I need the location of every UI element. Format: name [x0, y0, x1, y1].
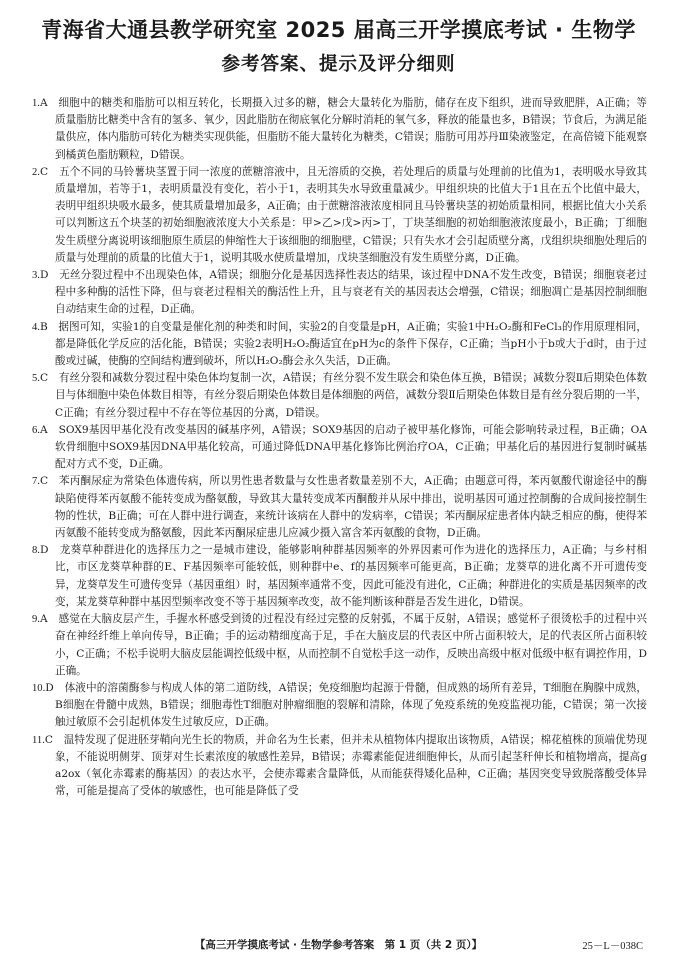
answer-text: A 细胞中的糖类和脂肪可以相互转化，长期摄入过多的糖，糖会大量转化为脂肪，储存在皮下组织，进而导致肥胖，A正确；等质量脂肪比糖类中含有的氢多、氧少，因此脂肪在彻底氧化分解时消耗的氧气多，释放的能量也多，B错误；节食后，为满足能量供应，体内脂肪可转化为糖类实现供能，但脂肪不能大量转化为糖类，C错误；脂肪可用苏丹Ⅲ染液鉴定，在高倍镜下能观察到橘黄色脂肪颗粒，D错误。: [39, 97, 647, 161]
answer-number: 7.: [32, 476, 40, 488]
answer-number: 5.: [32, 373, 40, 385]
answer-number: 6.: [32, 424, 40, 436]
answer-text: C 五个不同的马铃薯块茎置于同一浓度的蔗糖溶液中，且无溶质的交换，若处理后的质量与处理前的比值为1，表明吸水导致其质量增加，若等于1，表明质量没有变化，若小于1，表明其失水导致重量减少。甲组织块的比值大于1且在五个比值中最大，表明甲组织块吸水最多，使其质量增加最多，A正确；由于蔗糖溶液浓度相同且马铃薯块茎的初始质量相同，根据比值大小关系可以判断这五个块茎的初始细胞液浓度大小关系是：甲>乙>戊>丙>丁，丁块茎细胞的初始细胞液浓度最小，B正确；丁细胞发生质壁分离说明该细胞原生质层的伸缩性大于该细胞的细胞壁，C错误；只有失水才会引起质壁分离，戊组织块细胞处理后的质量与处理前的质量的比值大于1，说明其吸水使质量增加，戊块茎细胞没有发生质壁分离，D正确。: [39, 165, 647, 264]
answer-text: A 感觉在大脑皮层产生，手握水杯感受到烫的过程没有经过完整的反射弧，不属于反射，A错误；感觉杯子很烫松手的过程中兴奋在神经纤维上单向传导，B正确；手的运动精细度高于足，手在大脑皮层的代表区中所占面积较大，足的代表区所占面积较小，C正确；不松手说明大脑皮层能调控低级中枢，从而控制不自觉松手这一动作，反映出高级中枢对低级中枢有调控作用，D正确。: [39, 613, 647, 677]
answer-item: [32, 473, 647, 542]
footer-doc-code: 25－L－038C: [582, 941, 643, 952]
page-subtitle: 参考答案、提示及评分细则: [221, 54, 456, 75]
answer-text: C 苯丙酮尿症为常染色体遗传病，所以男性患者数量与女性患者数量差别不大，A正确；由题意可得，苯丙氨酸代谢途径中的酶缺陷使得苯丙氨酸不能转变成为酪氨酸，导致其大量转变成苯丙酮酸并从尿中排出，说明基因可通过控制酶的合成间接控制生物的性状，B正确；可在人群中进行调查，来统计该病在人群中的发病率，C错误；苯丙酮尿症患者体内缺乏相应的酶，使得苯丙氨酸不能转变成为酪氨酸，因此苯丙酮尿症患儿应减少摄入富含苯丙氨酸的食物，D正确。: [39, 475, 647, 540]
answer-item: [32, 370, 647, 422]
answer-number: 8.: [32, 545, 40, 557]
answer-item: [32, 680, 647, 732]
answer-number: 9.: [32, 614, 40, 626]
answer-text: C 有丝分裂和减数分裂过程中染色体均复制一次，A错误；有丝分裂不发生联会和染色体互换，B错误；减数分裂Ⅱ后期染色体数目与体细胞中染色体数目相等，有丝分裂后期染色体数目是体细胞的两倍，减数分裂Ⅱ后期染色体数目是有丝分裂后期的一半，C正确；有丝分裂过程中不存在等位基因的分离，D错误。: [39, 372, 647, 419]
answer-item: [32, 542, 647, 611]
answer-number: 4.: [32, 321, 40, 333]
answer-item: [32, 732, 647, 801]
answer-text: A SOX9基因甲基化没有改变基因的碱基序列，A错误；SOX9基因的启动子被甲基化修饰，可能会影响转录过程，B正确；OA软骨细胞中SOX9基因DNA甲基化较高，可通过降低DNA甲基化修饰比例治疗OA，C正确；甲基化后的基因进行复制时碱基配对方式不变，D正确。: [39, 423, 647, 471]
page-footer: [0, 937, 677, 955]
answer-item: [32, 164, 647, 267]
answer-text: C 温特发现了促进胚芽鞘向光生长的物质，并命名为生长素，但并未从植物体内提取出该物质，A错误；棉花植株的顶端优势现象，不能说明侧芽、顶芽对生长素浓度的敏感性差异，B错误；赤霉素能促进细胞伸长，从而引起茎秆伸长和植物增高，提高ga2ox（氧化赤霉素的酶基因）的表达水平，会使赤霉素含量降低，从而能获得矮化品种，C正确；基因突变导致脱落酸受体异常，可能是提高了受体的敏感性，也可能是降低了受: [44, 733, 647, 798]
footer-page-info: 【高三开学摸底考试 · 生物学参考答案 第 1 页（共 2 页）】: [194, 939, 483, 951]
answer-text: D 龙葵草种群进化的选择压力之一是城市建设，能够影响种群基因频率的外界因素可作为进化的选择压力，A正确；与乡村相比，市区龙葵草种群的E、F基因频率可能较低，则种群中e、f的基因频率可能更高，B正确；龙葵草的进化离不开可遗传变异，龙葵草发生可遗传变异（基因重组）时，基因频率通常不变，因此可能没有进化，C正确；种群进化的实质是基因频率的改变，某龙葵草种群中基因型频率改变不等于基因频率改变，故不能判断该种群是否发生进化，D错误。: [39, 544, 647, 608]
answer-text: D 体液中的溶菌酶参与构成人体的第二道防线，A错误；免疫细胞均起源于骨髓，但成熟的场所有差异，T细胞在胸腺中成熟，B细胞在骨髓中成熟，B错误；细胞毒性T细胞对肿瘤细胞的裂解和清除，体现了免疫系统的免疫监视功能，C错误；第一次接触过敏原不会引起机体发生过敏反应，D正确。: [45, 681, 647, 729]
answer-item: [32, 611, 647, 680]
answer-item: [32, 267, 647, 319]
answer-item: [32, 95, 647, 164]
page-title: 青海省大通县教学研究室 2025 届高三开学摸底考试 · 生物学: [41, 18, 636, 42]
answer-number: 3.: [32, 270, 40, 282]
answer-text: D 无丝分裂过程中不出现染色体，A错误；细胞分化是基因选择性表达的结果，该过程中DNA不发生改变，B错误；细胞衰老过程中多种酶的活性下降，但与衰老过程相关的酶活性上升，且与衰老有关的基因表达会增强，C错误；细胞凋亡是基因控制细胞自动结束生命的过程，D正确。: [39, 269, 647, 316]
answer-number: 11.: [32, 734, 45, 746]
answer-item: [32, 422, 647, 474]
answer-number: 10.: [32, 682, 46, 694]
answer-number: 2.: [32, 166, 40, 178]
answer-list: [32, 95, 647, 800]
answer-number: 1.: [32, 98, 40, 109]
answer-item: [32, 319, 647, 371]
answer-text: B 据图可知，实验1的自变量是催化剂的种类和时间，实验2的自变量是pH，A正确；实验1中H₂O₂酶和FeCl₃的作用原理相同，都是降低化学反应的活化能，B错误；实验2表明H₂O₂酶适宜在pH为c的条件下保存，C正确；当pH小于b或大于d时，由于过酸或过碱，使酶的空间结构遭到破坏，所以H₂O₂酶会永久失活，D正确。: [39, 320, 647, 368]
